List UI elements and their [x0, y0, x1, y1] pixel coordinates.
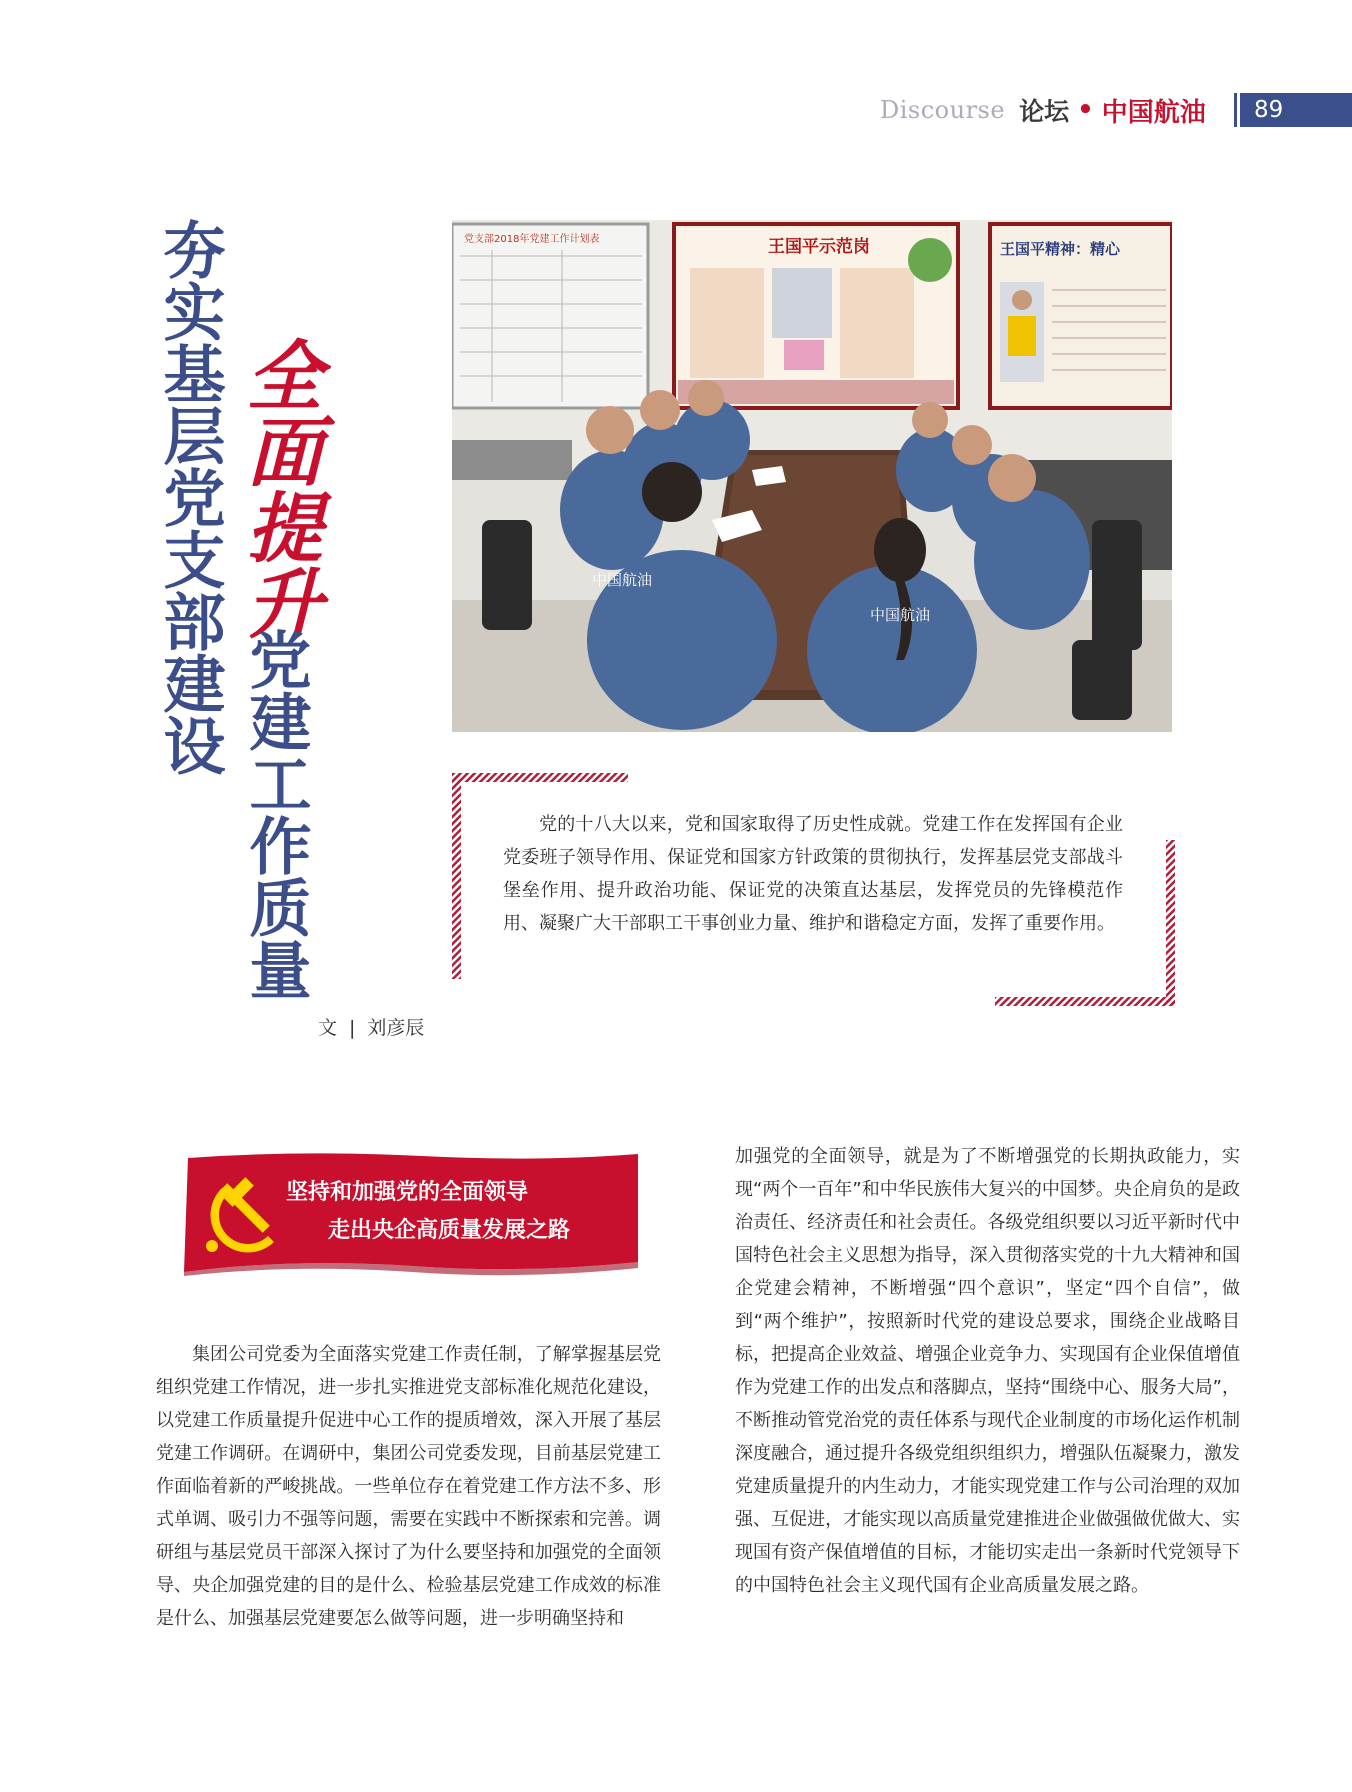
brand-name: 中国航油 — [1101, 97, 1206, 128]
intro-paragraph: 党的十八大以来，党和国家取得了历史性成就。党建工作在发挥国有企业党委班子领导作用、保证党和国家方针政策的贯彻执行，发挥基层党支部战斗堡垒作用、提升政治功能、保证党的决策直达基层，发挥党员的先锋模范作用、凝聚广大干部职工干事创业力量、维护和谐稳定方面，发挥了重要作用。 — [503, 814, 1123, 934]
body-column-left: 集团公司党委为全面落实党建工作责任制，了解掌握基层党组织党建工作情况，进一步扎实推进党支部标准化规范化建设，以党建工作质量提升促进中心工作的提质增效，深入开展了基层党建工作调研。在调研中，集团公司党委发现，目前基层党建工作面临着新的严峻挑战。一些单位存在着党建工作方法不多、形式单调、吸引力不强等问题，需要在实践中不断探索和完善。调研组与基层党员干部深入探讨了为什么要坚持和加强党的全面领导、央企加强党建的目的是什么、检验基层党建工作成效的标准是什么、加强基层党建要怎么做等问题，进一步明确坚持和 — [156, 1344, 661, 1629]
section-label-en: Discourse — [880, 96, 1006, 124]
body-column-right: 加强党的全面领导，就是为了不断增强党的长期执政能力，实现“两个一百年”和中华民族伟大复兴的中国梦。央企肩负的是政治责任、经济责任和社会责任。各级党组织要以习近平新时代中国特色社会主义思想为指导，深入贯彻落实党的十九大精神和国企党建会精神，不断增强“四个意识”，坚定“四个自信”，做到“两个维护”，按照新时代党的建设总要求，围绕企业战略目标，把提高企业效益、增强企业竞争力、实现国有企业保值增值作为党建工作的出发点和落脚点，坚持“围绕中心、服务大局”，不断推动管党治党的责任体系与现代企业制度的市场化运作机制深度融合，通过提升各级党组织组织力，增强队伍凝聚力，激发党建质量提升的内生动力，才能实现党建工作与公司治理的双加强、互促进，才能实现以高质量党建推进企业做强做优做大、实现国有资产保值增值的目标，才能切实走出一条新时代党领导下的中国特色社会主义现代国有企业高质量发展之路。 — [735, 1146, 1240, 1596]
section-label-cn: 论坛 — [1019, 97, 1070, 126]
uniform-logo-left: 中国航油 — [592, 571, 653, 589]
title-line-2-script: 全面提升 — [234, 336, 323, 640]
banner-line-2: 走出央企高质量发展之路 — [328, 1218, 571, 1243]
left-board-title: 党支部2018年党建工作计划表 — [464, 234, 600, 245]
center-board-title: 王国平示范岗 — [768, 237, 870, 257]
uniform-logo-right: 中国航油 — [870, 606, 931, 624]
byline-author: 刘彦辰 — [367, 1017, 425, 1039]
title-line-1: 夯实基层党支部建设 — [153, 218, 226, 776]
page-number: 89 — [1240, 93, 1352, 127]
banner-line-1: 坚持和加强党的全面领导 — [286, 1180, 529, 1205]
title-line-2-rest: 党建工作质量 — [239, 628, 312, 1000]
page-header — [880, 93, 1206, 127]
meeting-photo — [452, 220, 1172, 732]
right-board-title: 王国平精神：精心 — [1000, 240, 1121, 258]
byline-prefix: 文 — [318, 1017, 338, 1039]
byline-separator: | — [349, 1017, 356, 1039]
header-dot: • — [1077, 95, 1094, 125]
header-divider — [1234, 93, 1237, 127]
byline — [318, 1013, 424, 1040]
